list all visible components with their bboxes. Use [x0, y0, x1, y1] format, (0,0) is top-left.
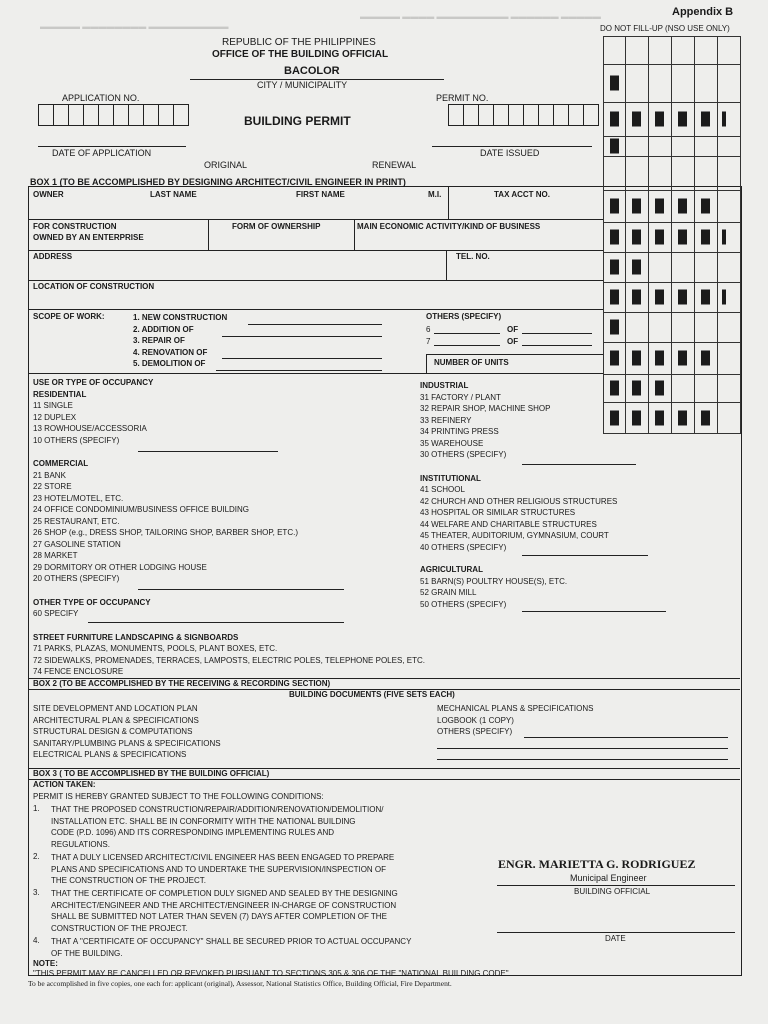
industrial-item[interactable]: 32 REPAIR SHOP, MACHINE SHOP	[420, 404, 551, 413]
nso-row	[603, 342, 741, 374]
for-construction-line1: FOR CONSTRUCTION	[33, 222, 117, 231]
nso-mark	[610, 290, 619, 305]
condition-4	[51, 936, 411, 959]
action-taken-label: ACTION TAKEN:	[33, 780, 96, 789]
city-value: BACOLOR	[284, 65, 340, 77]
original-option[interactable]: ORIGINAL	[204, 160, 248, 170]
form-of-ownership-label: FORM OF OWNERSHIP	[232, 222, 321, 231]
condition-number: 3.	[33, 888, 40, 897]
others-7-line[interactable]	[434, 345, 500, 346]
nso-row	[603, 136, 741, 156]
nso-mark	[610, 351, 619, 366]
location-label: LOCATION OF CONSTRUCTION	[33, 282, 155, 291]
tax-acct-label: TAX ACCT NO.	[494, 190, 550, 199]
row-divider	[28, 280, 603, 281]
bleed-through-text: ▬▬▬▬▬ ▬▬▬▬▬▬▬▬ ▬▬▬▬▬▬▬▬▬▬	[40, 22, 229, 31]
residential-item[interactable]: 11 SINGLE	[33, 401, 73, 410]
document-item[interactable]: MECHANICAL PLANS & SPECIFICATIONS	[437, 704, 594, 713]
institutional-item[interactable]: 42 CHURCH AND OTHER RELIGIOUS STRUCTURES	[420, 496, 618, 506]
permit-granted-text: PERMIT IS HEREBY GRANTED SUBJECT TO THE FOLLOWING CONDITIONS:	[33, 792, 324, 801]
permit-no-label: PERMIT NO.	[436, 93, 489, 103]
scope-of-work-label: SCOPE OF WORK:	[33, 312, 105, 321]
nso-mark	[678, 199, 687, 214]
commercial-item[interactable]: 22 STORE	[33, 482, 72, 491]
nso-mark	[701, 290, 710, 305]
industrial-item[interactable]: 33 REFINERY	[420, 415, 472, 425]
scope-item[interactable]: 3. REPAIR OF	[133, 336, 185, 345]
row-divider	[28, 219, 603, 220]
addition-fill-line[interactable]	[248, 324, 382, 325]
agricultural-heading: AGRICULTURAL	[420, 565, 483, 574]
nso-mark	[655, 381, 664, 396]
row-divider	[28, 373, 603, 374]
of-label: OF	[507, 337, 519, 346]
agricultural-item[interactable]: 52 GRAIN MILL	[420, 588, 477, 597]
street-furniture-heading: STREET FURNITURE LANDSCAPING & SIGNBOARDS	[33, 632, 239, 642]
scope-list	[133, 312, 227, 370]
nso-mark	[678, 351, 687, 366]
date-line[interactable]	[497, 932, 735, 933]
nso-row-line	[603, 282, 741, 283]
condition-line: OF THE BUILDING.	[51, 948, 123, 958]
nso-row	[603, 102, 741, 136]
nso-row-line	[603, 374, 741, 375]
nso-mark	[655, 230, 664, 245]
nso-mark	[678, 230, 687, 245]
building-official-name: ENGR. MARIETTA G. RODRIGUEZ	[498, 857, 696, 871]
nso-row	[603, 282, 741, 312]
condition-line: THE CONSTRUCTION OF THE PROJECT.	[51, 876, 206, 885]
industrial-item[interactable]: 34 PRINTING PRESS	[420, 427, 499, 436]
main-activity-label: MAIN ECONOMIC ACTIVITY/KIND OF BUSINESS	[357, 222, 541, 231]
nso-row	[603, 36, 741, 64]
last-name-label: LAST NAME	[150, 190, 197, 199]
institutional-item[interactable]: 44 WELFARE AND CHARITABLE STRUCTURES	[420, 519, 597, 529]
documents-others-line[interactable]	[437, 759, 728, 760]
nso-row	[603, 252, 741, 282]
street-item[interactable]: 72 SIDEWALKS, PROMENADES, TERRACES, LAMPOSTS, ELECTRIC POLES, TELEPHONE POLES, ETC.	[33, 655, 425, 665]
application-no-boxes[interactable]	[38, 104, 189, 126]
scope-item[interactable]: 4. RENOVATION OF	[133, 347, 208, 357]
number-of-units-label: NUMBER OF UNITS	[434, 358, 509, 367]
residential-item[interactable]: 10 OTHERS (SPECIFY)	[33, 435, 120, 445]
nso-mark	[701, 230, 710, 245]
application-no-label: APPLICATION NO.	[62, 93, 140, 103]
permit-no-boxes[interactable]	[448, 104, 599, 126]
institutional-item[interactable]: 40 OTHERS (SPECIFY)	[420, 542, 507, 552]
nso-row-line	[603, 136, 741, 137]
street-item[interactable]: 74 FENCE ENCLOSURE	[33, 667, 124, 676]
renewal-option[interactable]: RENEWAL	[372, 160, 417, 170]
nso-mark	[632, 381, 641, 396]
row-divider	[28, 250, 603, 251]
bleed-through-text: ▬▬▬▬▬ ▬▬▬▬ ▬▬▬▬▬▬▬▬▬ ▬▬▬▬▬▬ ▬▬▬▬▬	[360, 12, 601, 21]
document-item[interactable]: SITE DEVELOPMENT AND LOCATION PLAN	[33, 704, 198, 713]
nso-mark	[610, 260, 619, 275]
nso-row-line	[603, 222, 741, 223]
nso-row	[603, 64, 741, 102]
tel-no-label: TEL. NO.	[456, 252, 490, 261]
others-7: 7	[426, 337, 431, 346]
nso-mark	[610, 411, 619, 426]
nso-mark	[610, 112, 619, 127]
for-construction-line2: OWNED BY AN ENTERPRISE	[33, 233, 144, 242]
nso-row-line	[603, 312, 741, 313]
commercial-item[interactable]: 29 DORMITORY OR OTHER LODGING HOUSE	[33, 562, 207, 572]
condition-line: ARCHITECT/ENGINEER AND THE ARCHITECT/ENGINEER IN-CHARGE OF CONSTRUCTION	[51, 900, 397, 910]
other-type-item[interactable]: 60 SPECIFY	[33, 609, 79, 618]
specify-line[interactable]	[88, 622, 344, 623]
commercial-item[interactable]: 27 GASOLINE STATION	[33, 539, 121, 549]
appendix-label: Appendix B	[672, 6, 734, 18]
commercial-item[interactable]: 24 OFFICE CONDOMINIUM/BUSINESS OFFICE BUILDING	[33, 505, 250, 514]
address-label: ADDRESS	[33, 252, 73, 261]
box3-heading: BOX 3 ( TO BE ACCOMPLISHED BY THE BUILDING OFFICIAL)	[33, 769, 270, 778]
condition-line: REGULATIONS.	[51, 839, 110, 849]
nso-mark	[655, 199, 664, 214]
office-heading: OFFICE OF THE BUILDING OFFICIAL	[212, 49, 389, 60]
nso-mark	[678, 411, 687, 426]
institutional-heading: INSTITUTIONAL	[420, 473, 481, 483]
condition-line: THAT THE CERTIFICATE OF COMPLETION DULY SIGNED AND SEALED BY THE DESIGNING	[51, 889, 398, 898]
institutional-item[interactable]: 43 HOSPITAL OR SIMILAR STRUCTURES	[420, 508, 576, 517]
condition-line: THAT THE PROPOSED CONSTRUCTION/REPAIR/ADDITION/RENOVATION/DEMOLITION/	[51, 805, 384, 814]
nso-row	[603, 190, 741, 222]
nso-mark	[610, 199, 619, 214]
nso-mark	[655, 112, 664, 127]
city-label: CITY / MUNICIPALITY	[257, 80, 348, 90]
document-item[interactable]: ARCHITECTURAL PLAN & SPECIFICATIONS	[33, 715, 199, 725]
industrial-item[interactable]: 30 OTHERS (SPECIFY)	[420, 450, 507, 459]
nso-mark	[632, 351, 641, 366]
nso-mark	[655, 351, 664, 366]
industrial-others-line[interactable]	[522, 464, 636, 465]
for-construction-label	[33, 221, 144, 243]
others-7-of-line[interactable]	[522, 345, 592, 346]
nso-mark	[610, 381, 619, 396]
signature-line	[497, 885, 735, 886]
commercial-item[interactable]: 23 HOTEL/MOTEL, ETC.	[33, 493, 124, 503]
nso-mark	[678, 290, 687, 305]
nso-mark	[701, 112, 710, 127]
occupancy-left-column	[33, 377, 425, 678]
commercial-item[interactable]: 20 OTHERS (SPECIFY)	[33, 574, 120, 583]
nso-row	[603, 156, 741, 190]
nso-mark	[610, 139, 619, 154]
industrial-heading: INDUSTRIAL	[420, 381, 469, 390]
commercial-item[interactable]: 28 MARKET	[33, 551, 78, 560]
commercial-item[interactable]: 21 BANK	[33, 470, 66, 480]
nso-mark	[632, 411, 641, 426]
nso-mark	[655, 290, 664, 305]
condition-3	[51, 888, 398, 934]
condition-number: 2.	[33, 852, 40, 861]
institutional-item[interactable]: 41 SCHOOL	[420, 485, 465, 494]
nso-mark	[701, 351, 710, 366]
commercial-item[interactable]: 25 RESTAURANT, ETC.	[33, 516, 120, 526]
note-text: "THIS PERMIT MAY BE CANCELLED OR REVOKED PURSUANT TO SECTIONS 305 & 306 OF THE "NATIONAL BUILDING CODE"	[33, 969, 509, 978]
nso-mark	[632, 112, 641, 127]
documents-others-line[interactable]	[524, 737, 728, 738]
nso-row-line	[603, 402, 741, 403]
institutional-others-line[interactable]	[522, 555, 648, 556]
date-application-line	[38, 146, 186, 147]
nso-coding-grid	[603, 36, 741, 434]
nso-row	[603, 374, 741, 402]
others-6-of-line[interactable]	[522, 333, 592, 334]
address-divider	[446, 250, 447, 280]
mi-label: M.I.	[428, 190, 442, 199]
condition-line: PLANS AND SPECIFICATIONS AND TO UNDERTAKE THE SUPERVISION/INSPECTION OF	[51, 864, 387, 874]
nso-row	[603, 402, 741, 434]
others-6-line[interactable]	[434, 333, 500, 334]
nso-row-line	[603, 64, 741, 65]
enterprise-divider	[208, 219, 209, 250]
date-label: DATE	[605, 934, 626, 943]
nso-row	[603, 222, 741, 252]
box3-heading-line	[28, 779, 740, 780]
residential-item[interactable]: 13 ROWHOUSE/ACCESSORIA	[33, 424, 147, 433]
nso-mark	[722, 112, 726, 127]
scope-item[interactable]: 5. DEMOLITION OF	[133, 359, 206, 368]
row-divider	[28, 309, 603, 310]
nso-mark	[701, 199, 710, 214]
nso-mark	[632, 290, 641, 305]
documents-left-list	[33, 703, 221, 761]
republic-heading: REPUBLIC OF THE PHILIPPINES	[222, 37, 376, 48]
commercial-heading: COMMERCIAL	[33, 459, 89, 468]
box1-heading: BOX 1 (TO BE ACCOMPLISHED BY DESIGNING ARCHITECT/CIVIL ENGINEER IN PRINT)	[30, 177, 406, 187]
occupancy-right-column	[420, 380, 617, 610]
footer-distribution-note: To be accomplished in five copies, one each for: applicant (original), Assessor, National Statistics Office, Building Official, Fire Department.	[28, 979, 452, 988]
nso-mark	[632, 230, 641, 245]
agricultural-others-line[interactable]	[522, 611, 666, 612]
demolition-fill-line[interactable]	[216, 370, 382, 371]
nso-row	[603, 312, 741, 342]
condition-line: INSTALLATION ETC. SHALL BE IN CONFORMITY WITH THE NATIONAL BUILDING	[51, 816, 356, 826]
condition-2	[51, 852, 394, 887]
document-item[interactable]: STRUCTURAL DESIGN & COMPUTATIONS	[33, 727, 193, 736]
condition-line: SHALL BE SUBMITTED NOT LATER THAN SEVEN (7) DAYS AFTER COMPLETION OF THE	[51, 912, 387, 921]
condition-line: THAT A "CERTIFICATE OF OCCUPANCY" SHALL BE SECURED PRIOR TO ACTUAL OCCUPANCY	[51, 937, 412, 946]
repair-fill-line[interactable]	[222, 336, 382, 337]
industrial-item[interactable]: 35 WAREHOUSE	[420, 438, 484, 448]
condition-line: CODE (P.D. 1096) AND ITS CORRESPONDING IMPLEMENTING RULES AND	[51, 828, 335, 837]
box2-heading: BOX 2 (TO BE ACCOMPLISHED BY THE RECEIVING & RECORDING SECTION)	[33, 679, 331, 688]
note-label: NOTE:	[33, 959, 58, 968]
condition-number: 1.	[33, 804, 40, 813]
date-of-application-label: DATE OF APPLICATION	[52, 148, 152, 158]
document-item[interactable]: OTHERS (SPECIFY)	[437, 727, 513, 736]
nso-mark	[610, 76, 619, 91]
agricultural-item[interactable]: 50 OTHERS (SPECIFY)	[420, 599, 507, 609]
date-issued-label: DATE ISSUED	[480, 148, 540, 158]
nso-row-line	[603, 190, 741, 191]
first-name-label: FIRST NAME	[296, 190, 345, 199]
owner-divider	[448, 187, 449, 219]
documents-others-line[interactable]	[437, 748, 728, 749]
nso-mark	[722, 290, 726, 305]
residential-heading: RESIDENTIAL	[33, 389, 87, 399]
building-official-label: BUILDING OFFICIAL	[574, 887, 651, 896]
others-specify-label: OTHERS (SPECIFY)	[426, 312, 502, 321]
other-type-heading: OTHER TYPE OF OCCUPANCY	[33, 597, 151, 607]
nso-mark	[632, 260, 641, 275]
date-issued-line	[432, 146, 592, 147]
scope-item[interactable]: 2. ADDITION OF	[133, 324, 194, 334]
nso-mark	[678, 112, 687, 127]
nso-mark	[610, 230, 619, 245]
building-official-title: Municipal Engineer	[570, 873, 647, 883]
nso-use-note: DO NOT FILL-UP (NSO USE ONLY)	[600, 24, 730, 33]
institutional-item[interactable]: 45 THEATER, AUDITORIUM, GYMNASIUM, COURT	[420, 531, 609, 540]
nso-row-line	[603, 102, 741, 103]
condition-line: THAT A DULY LICENSED ARCHITECT/CIVIL ENGINEER HAS BEEN ENGAGED TO PREPARE	[51, 853, 395, 862]
others-6: 6	[426, 325, 431, 334]
document-item[interactable]: LOGBOOK (1 COPY)	[437, 715, 514, 725]
industrial-item[interactable]: 31 FACTORY / PLANT	[420, 392, 501, 402]
form-title: BUILDING PERMIT	[244, 114, 351, 128]
nso-row-line	[603, 342, 741, 343]
nso-mark	[701, 411, 710, 426]
scope-item[interactable]: 1. NEW CONSTRUCTION	[133, 313, 228, 322]
street-item[interactable]: 71 PARKS, PLAZAS, MONUMENTS, POOLS, PLANT BOXES, ETC.	[33, 644, 278, 653]
nso-mark	[632, 199, 641, 214]
document-item[interactable]: ELECTRICAL PLANS & SPECIFICATIONS	[33, 750, 187, 759]
condition-line: CONSTRUCTION OF THE PROJECT.	[51, 923, 188, 933]
building-documents-heading: BUILDING DOCUMENTS (FIVE SETS EACH)	[289, 690, 455, 699]
use-type-heading: USE OR TYPE OF OCCUPANCY	[33, 378, 154, 387]
nso-row-line	[603, 156, 741, 157]
condition-1	[51, 804, 383, 850]
nso-mark	[655, 411, 664, 426]
enterprise-divider	[354, 219, 355, 250]
documents-right-list	[437, 703, 593, 738]
document-item[interactable]: SANITARY/PLUMBING PLANS & SPECIFICATIONS	[33, 738, 221, 748]
commercial-item[interactable]: 26 SHOP (e.g., DRESS SHOP, TAILORING SHOP, BARBER SHOP, ETC.)	[33, 528, 298, 537]
nso-mark	[722, 230, 726, 245]
nso-row-line	[603, 252, 741, 253]
commercial-others-line[interactable]	[138, 589, 344, 590]
condition-number: 4.	[33, 936, 40, 945]
renovation-fill-line[interactable]	[222, 358, 382, 359]
of-label: OF	[507, 325, 519, 334]
nso-mark	[610, 320, 619, 335]
residential-item[interactable]: 12 DUPLEX	[33, 412, 77, 422]
residential-others-line[interactable]	[138, 451, 278, 452]
agricultural-item[interactable]: 51 BARN(S) POULTRY HOUSE(S), ETC.	[420, 576, 568, 586]
owner-label: OWNER	[33, 190, 64, 199]
